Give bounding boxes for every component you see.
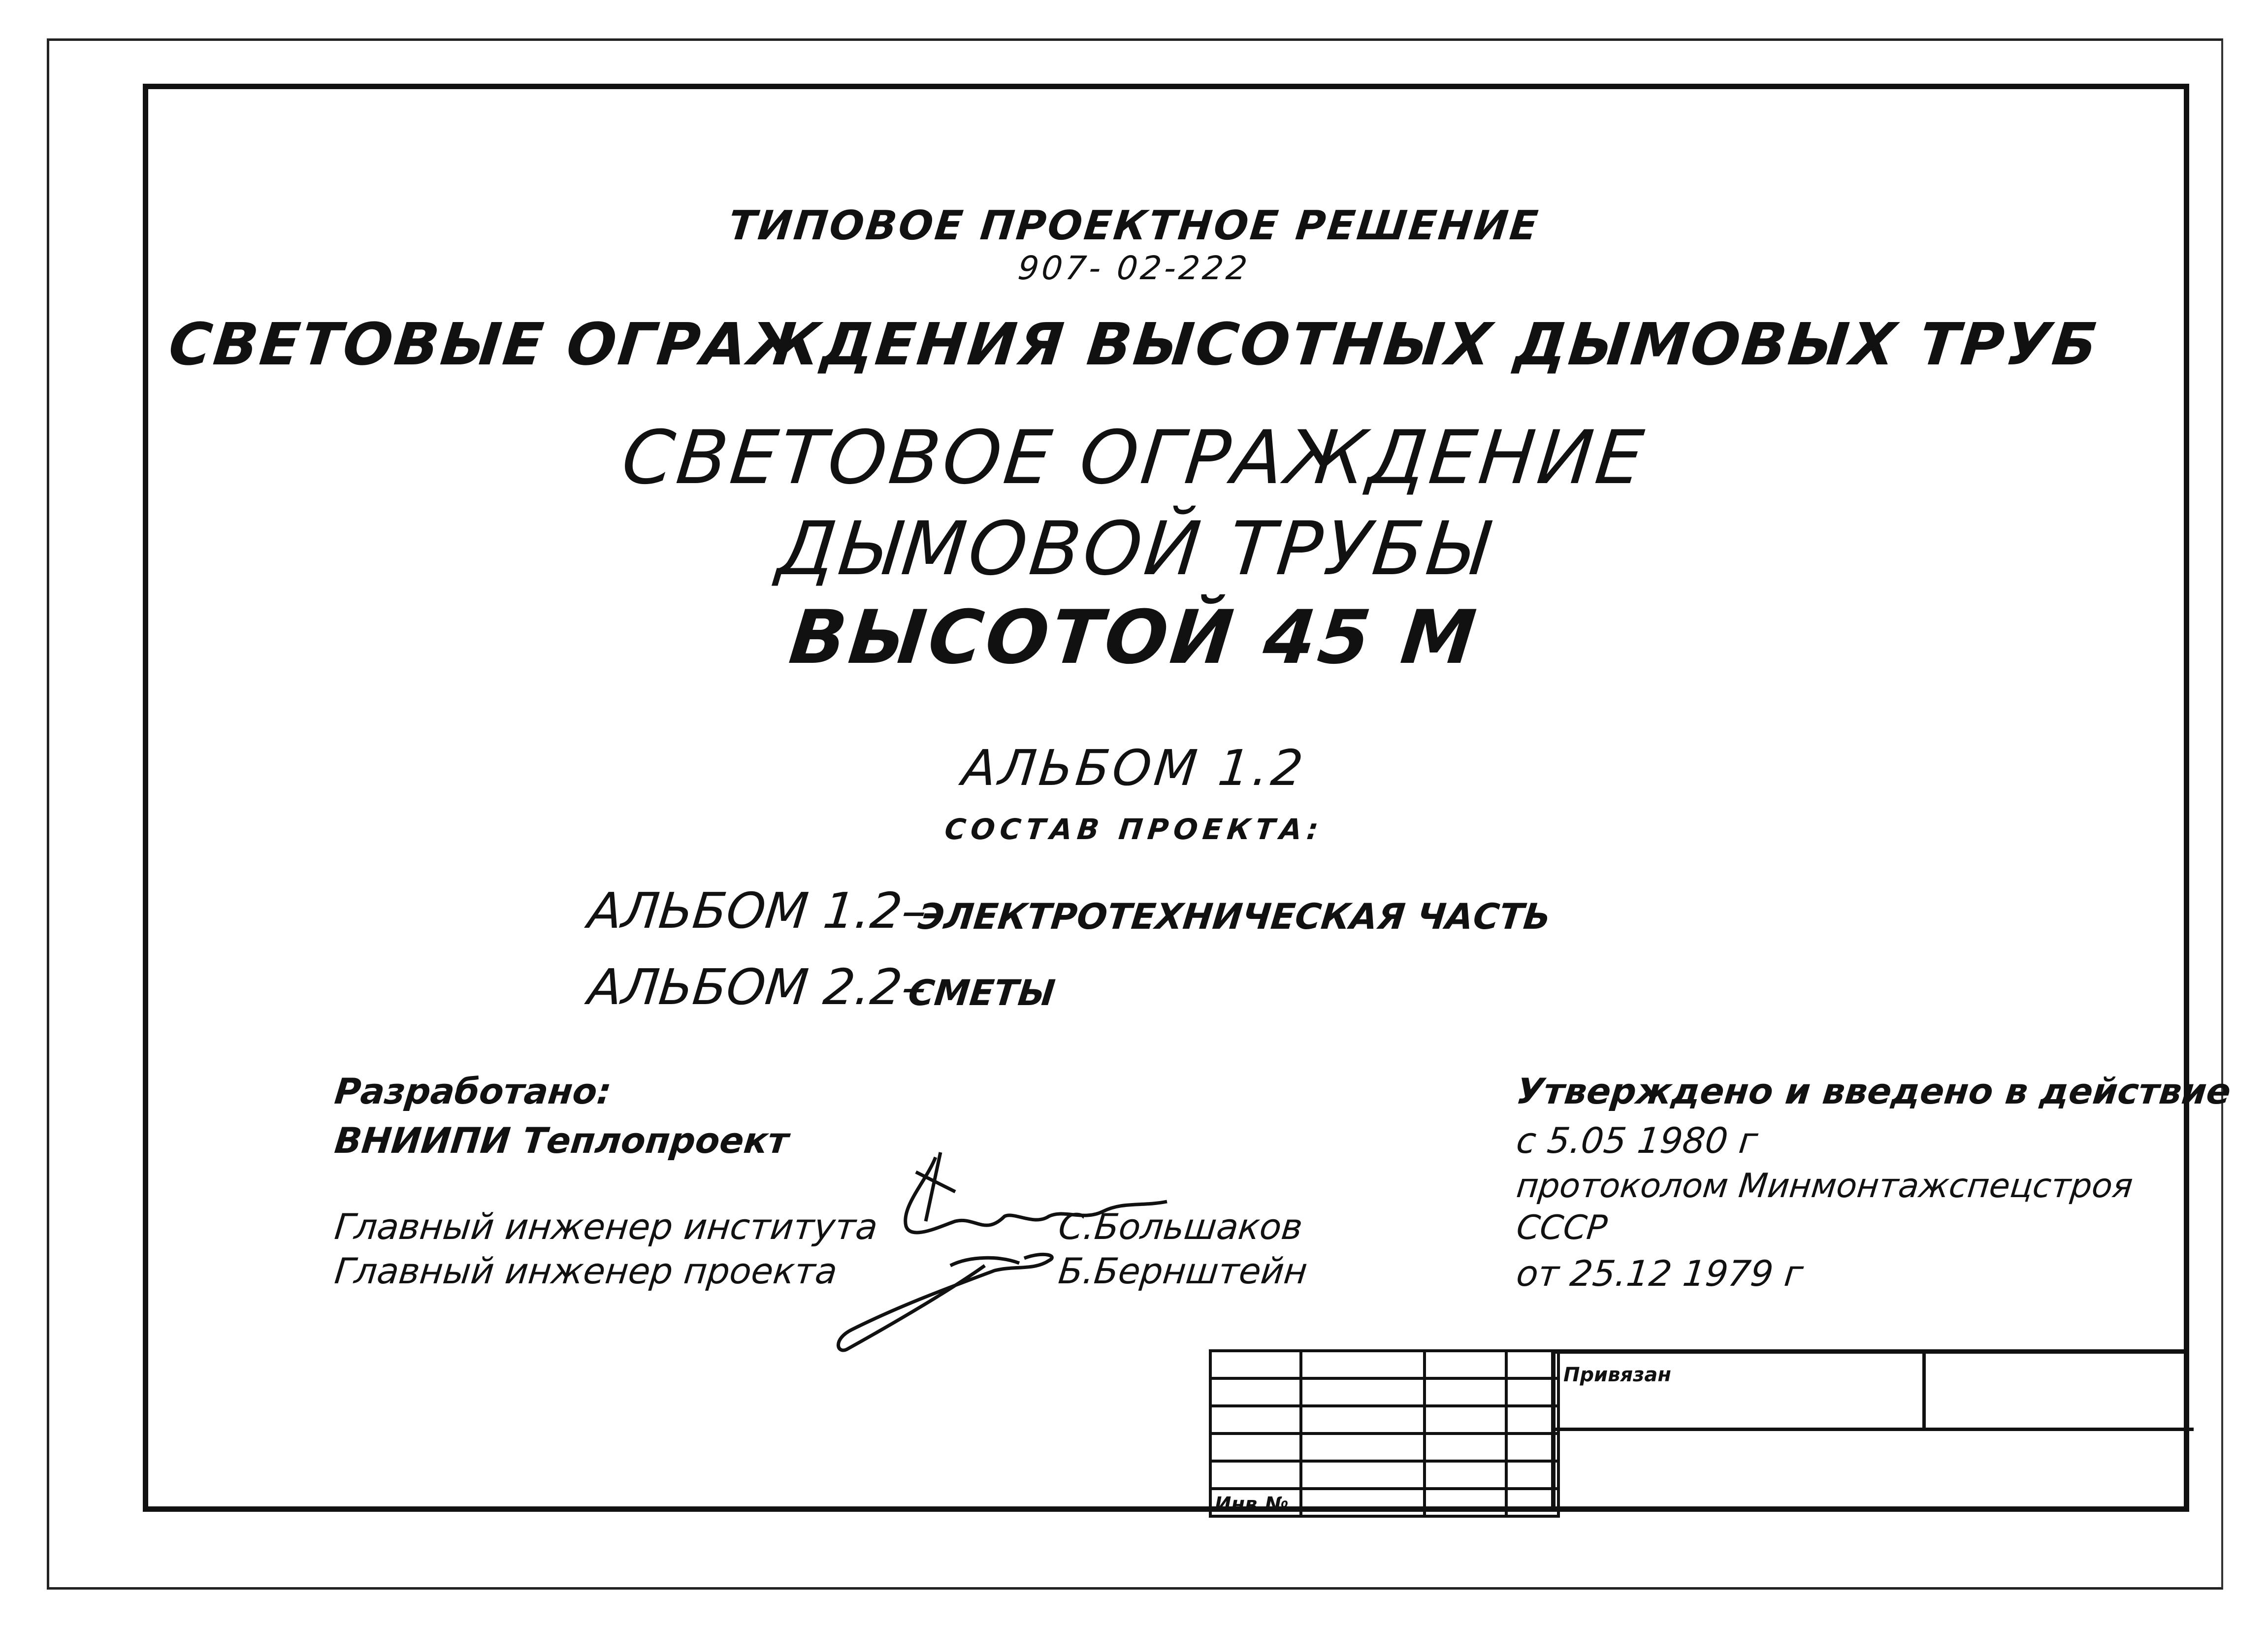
stamp-divider	[1555, 1428, 2194, 1431]
approval-line1: Утверждено и введено в действие	[1514, 1071, 2233, 1112]
signature-name: С.Большаков	[1056, 1206, 1305, 1247]
title-block-stamp	[1209, 1349, 2189, 1516]
series-title: ТИПОВОЕ ПРОЕКТНОЕ РЕШЕНИЕ	[726, 202, 1542, 249]
main-title-line2: ДЫМОВОЙ ТРУБЫ	[774, 506, 1494, 592]
developer-label: Разработано:	[332, 1071, 614, 1112]
group-title: СВЕТОВЫЕ ОГРАЖДЕНИЯ ВЫСОТНЫХ ДЫМОВЫХ ТРУБ	[165, 310, 2103, 378]
project-number: 907- 02-222	[1016, 249, 1252, 287]
approval-line4: СССР	[1514, 1208, 1609, 1247]
stamp-right-section	[1551, 1349, 2189, 1512]
approval-line2: с 5.05 1980 г	[1514, 1120, 1760, 1161]
album-item-code: АЛЬБОМ 2.2–	[585, 958, 930, 1016]
stamp-grid	[1209, 1349, 1560, 1518]
handwritten-signatures	[827, 1142, 1172, 1359]
inv-number-label: Инв.№	[1215, 1493, 1289, 1516]
stamp-divider	[1922, 1354, 1926, 1428]
album-item-desc: ЭЛЕКТРОТЕХНИЧЕСКАЯ ЧАСТЬ	[916, 896, 1553, 937]
album-item-desc: СМЕТЫ	[906, 972, 1057, 1013]
album-label: АЛЬБОМ 1.2	[959, 739, 1309, 797]
main-title-line1: СВЕТОВОЕ ОГРАЖДЕНИЕ	[618, 415, 1650, 501]
main-title-line3: ВЫСОТОЙ 45 М	[785, 595, 1483, 681]
approval-line5: от 25.12 1979 г	[1514, 1253, 1806, 1294]
composition-label: СОСТАВ ПРОЕКТА:	[943, 813, 1325, 846]
signature-role: Главный инженер проекта	[332, 1250, 840, 1292]
approval-line3: протоколом Минмонтажспецстроя	[1514, 1167, 2135, 1205]
signature-role: Главный инженер института	[332, 1206, 880, 1247]
signature-name: Б.Бернштейн	[1056, 1250, 1310, 1292]
album-item-code: АЛЬБОМ 1.2–	[585, 882, 930, 940]
bound-label: Привязан	[1563, 1364, 1672, 1386]
developer-org: ВНИИПИ Теплопроект	[332, 1120, 791, 1161]
